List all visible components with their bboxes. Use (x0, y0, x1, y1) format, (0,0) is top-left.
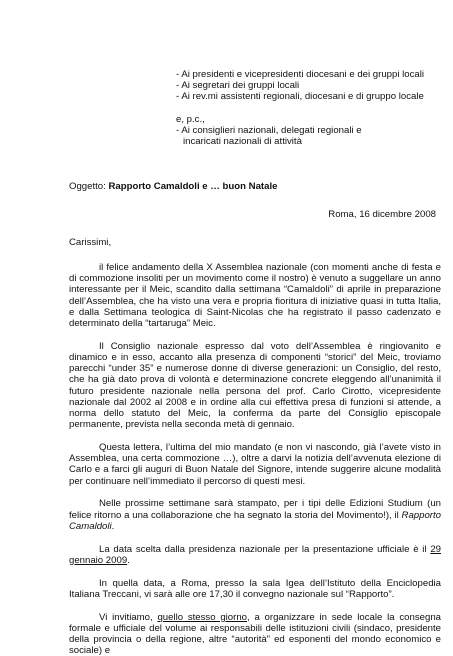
recipients-block (176, 69, 448, 147)
paragraph (69, 612, 441, 656)
paragraph-text: Nelle prossime settimane sarà stampato, per i tipi delle Edizioni Studium (un felice ritorno a una collaborazione che ha segnato la storia del Movimento!), il (69, 498, 441, 521)
recipient-line: - Ai consiglieri nazionali, delegati regionali e (176, 125, 362, 136)
subject-line (69, 181, 277, 192)
paragraph (69, 544, 441, 566)
recipient-line: - Ai segretari dei gruppi locali (176, 80, 300, 92)
paragraph-text: , a organizzare in sede locale la consegna formale e ufficiale del volume ai responsabili delle istituzioni civili (sindaco, presidente della provincia o della regione, altre “autorità” ed esponenti del mondo economico e sociale) e (69, 611, 441, 656)
subject-title: Rapporto Camaldoli e … buon Natale (108, 181, 278, 192)
paragraph-text: La data scelta dalla presidenza nazionale per la presentazione ufficiale è il (99, 543, 431, 555)
paragraph: il felice andamento della X Assemblea nazionale (con momenti anche di festa e di commozione insoliti per un movimento come il nostro) è venuto a suggellare un anno interessante per il Meic, scandito dalla settimana “Camaldoli” di aprile in preparazione dell’Assemblea, che ha visto una vera e propria fioritura di iniziative quasi in tutta Italia, e dalla Settimana teologica di Saint-Nicolas che ha registrato il passo cadenzato e determinato della “tartaruga” Meic. (69, 262, 441, 330)
pc-label: e, p.c., (176, 113, 205, 125)
letter-body (69, 262, 441, 656)
recipient-line: - Ai presidenti e vicepresidenti diocesani e dei gruppi locali (176, 69, 424, 80)
recipient-line: - Ai rev.mi assistenti regionali, diocesani e di gruppo locale (176, 91, 424, 103)
place-date: Roma, 16 dicembre 2008 (328, 209, 436, 220)
emphasis-text: quello stesso giorno (157, 611, 247, 623)
subject-label: Oggetto: (69, 181, 109, 192)
spacer (176, 103, 448, 114)
paragraph (69, 498, 441, 532)
recipient-line: incaricati nazionali di attività (183, 136, 302, 148)
paragraph-text: . (127, 554, 130, 566)
paragraph-text: . (111, 520, 115, 532)
salutation: Carissimi, (69, 237, 112, 248)
event-date: 29 gennaio 2009 (69, 543, 441, 566)
paragraph: Il Consiglio nazionale espresso dal voto dell’Assemblea è ringiovanito e dinamico e in esso, accanto alla presenza di componenti “storici” del Meic, troviamo parecchi “under 35” e numerose donne di diverse generazioni: un Consiglio, del resto, che ha già dato prova di volontà e determinazione concrete eleggendo all’unanimità il futuro presidente nazionale nella persona del prof. Carlo Cirotto, vicepresidente nazionale dal 2002 al 2008 e in ordine alla cui effettiva presa di funzioni si attende, a norma dello statuto del Meic, la conferma da parte del Consiglio episcopale permanente, prevista nella seconda metà di gennaio. (69, 340, 441, 431)
paragraph-text: Vi invitiamo, (99, 611, 158, 623)
paragraph: Questa lettera, l’ultima del mio mandato (e non vi nascondo, già l’avete visto in Assemblea, una certa commozione …), oltre a darvi la notizia dell’avvenuta elezione di Carlo e a farci gli auguri di Buon Natale del Signore, intende suggerire alcune modalità per continuare nell’immediato il percorso di questi mesi. (69, 442, 441, 487)
paragraph: In quella data, a Roma, presso la sala Igea dell’Istituto della Enciclopedia Italiana Treccani, vi sarà alle ore 17,30 il convegno nazionale sul “Rapporto”. (69, 577, 441, 600)
book-title: Rapporto Camaldoli (69, 509, 441, 532)
